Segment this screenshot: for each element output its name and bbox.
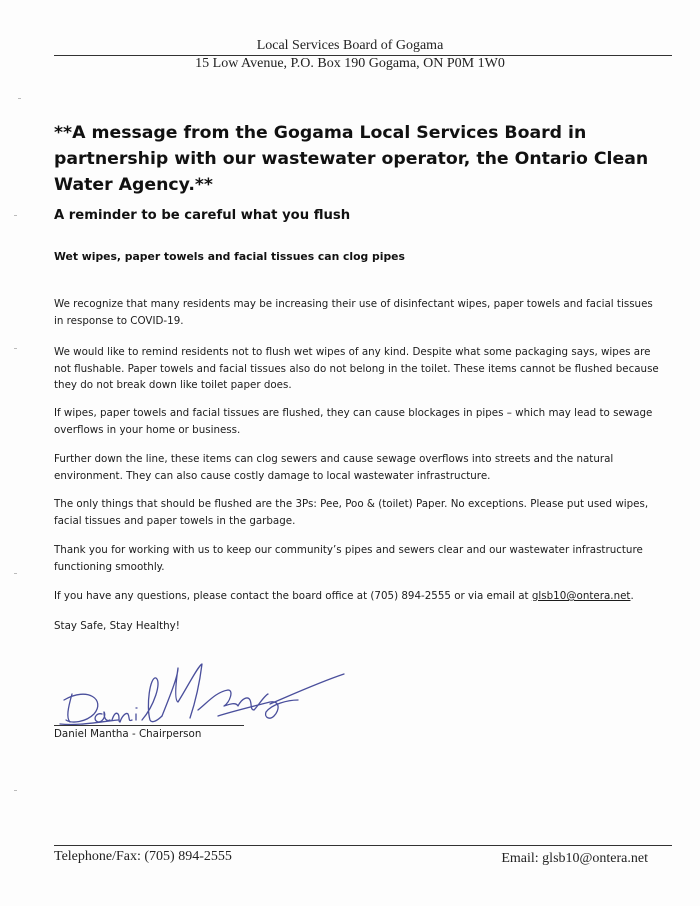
paragraph-6: Thank you for working with us to keep our community’s pipes and sewers clear and our wastewater infrastructure functioning smoothly. (54, 544, 643, 573)
scan-mark (14, 348, 17, 349)
signatory-name-title: Daniel Mantha - Chairperson (54, 728, 202, 740)
subheading: A reminder to be careful what you flush (54, 208, 351, 223)
letterhead-organization: Local Services Board of Gogama (256, 38, 444, 53)
subheading-secondary: Wet wipes, paper towels and facial tissues can clog pipes (54, 250, 405, 263)
paragraph-3: If wipes, paper towels and facial tissues are flushed, they can cause blockages in pipes – which may lead to sewage overflows in your home or business. (54, 407, 653, 436)
contact-text: If you have any questions, please contact the board office at (705) 894-2555 or via email at (54, 590, 532, 602)
signature-image (58, 656, 348, 732)
scan-mark (14, 215, 17, 216)
contact-suffix: . (630, 590, 634, 602)
footer-rule (54, 845, 672, 846)
paragraph-2: We would like to remind residents not to flush wet wipes of any kind. Despite what some packaging says, wipes are not flushable. Paper towels and facial tissues also do not belong in the toilet. These items cannot be flushed because they do not break down like toilet paper does. (54, 346, 659, 391)
scan-mark (18, 98, 21, 99)
scan-mark (14, 573, 17, 574)
letterhead-address: 15 Low Avenue, P.O. Box 190 Gogama, ON P0M 1W0 (195, 56, 505, 71)
paragraph-4: Further down the line, these items can clog sewers and cause sewage overflows into streets and the natural environment. They can also cause costly damage to local wastewater infrastructure. (54, 453, 614, 482)
scan-mark (14, 790, 17, 791)
closing: Stay Safe, Stay Healthy! (54, 620, 180, 632)
footer-email: Email: glsb10@ontera.net (501, 851, 648, 866)
contact-email-link[interactable]: glsb10@ontera.net (531, 590, 631, 602)
paragraph-1: We recognize that many residents may be increasing their use of disinfectant wipes, paper towels and facial tissues in response to COVID-19. (54, 298, 653, 327)
signature-rule (54, 725, 244, 726)
contact-paragraph (54, 588, 664, 605)
headline: **A message from the Gogama Local Services Board in partnership with our wastewater operator, the Ontario Clean Water Agency.** (54, 123, 649, 195)
footer-telephone: Telephone/Fax: (705) 894-2555 (54, 849, 232, 864)
paragraph-5: The only things that should be flushed are the 3Ps: Pee, Poo & (toilet) Paper. No exceptions. Please put used wipes, facial tissues and paper towels in the garbage. (54, 498, 649, 527)
